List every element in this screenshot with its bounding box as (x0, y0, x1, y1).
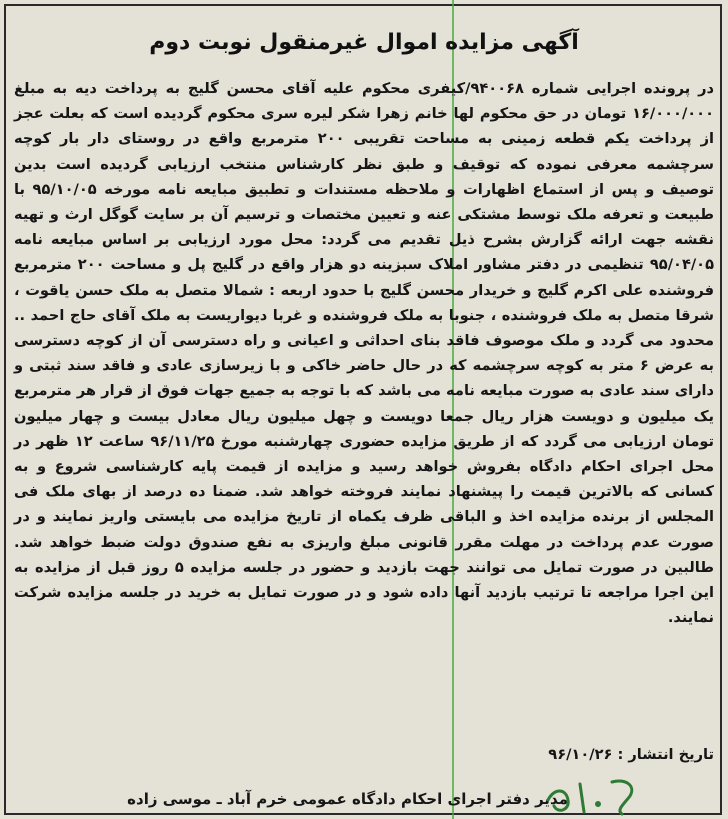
handwritten-mark (540, 770, 650, 818)
notice-body (14, 76, 714, 630)
signature-line: مدیر دفتر اجرای احکام دادگاه عمومی خرم آباد ـ موسی زاده (127, 790, 568, 808)
notice-title: آگهی مزایده اموال غیرمنقول نوبت دوم (149, 30, 579, 55)
publish-date: تاریخ انتشار : ۹۶/۱۰/۲۶ (548, 746, 714, 763)
notice-body-paragraph: در پرونده اجرایی شماره ۹۴۰۰۶۸/کیفری محکوم علیه آقای محسن گلیج به پرداخت دیه به مبلغ ۱۶/۰۰۰/۰۰۰ تومان در حق محکوم لها خانم زهرا شکر لیره سری محکوم گردیده است که بعلت عجز از پرداخت یکم قطعه زمینی به مساحت تقریبی ۲۰۰ مترمربع واقع در روستای دار بار کوچه سرچشمه معرفی نموده که توقیف و طبق نظر کارشناس منتخب ارزیابی گردیده است بدین توصیف و پس از استماع اظهارات و ملاحظه مستندات و تطبیق مبایعه نامه مورخه ۹۵/۱۰/۰۵ با طبیعت و تعرفه ملک توسط مشتکی عنه و تعیین مختصات و ترسیم آن بر سایت گوگل ارث و تهیه نقشه جهت ارائه گزارش بشرح ذیل تقدیم می گردد: محل مورد ارزیابی بر اساس مبایعه نامه ۹۵/۰۴/۰۵ تنظیمی در دفتر مشاور املاک سبزینه دو هزار واقع در گلیج پل و مساحت ۲۰۰ مترمربع فروشنده علی اکرم گلیج و خریدار محسن گلیج با حدود اربعه : شمالا متصل به ملک حسن یاقوت ، شرقا متصل به ملک فروشنده ، جنوبا به ملک فروشنده و غربا دیواریست به ملک آقای حاج احمد .. محدود می گردد و ملک موصوف فاقد بنای احداثی و اعیانی و راه دسترسی آن از کوچه دسترسی به عرض ۶ متر به کوچه سرچشمه که در حال حاضر خاکی و با زیرسازی عادی و فاقد سند ثبتی و دارای سند عادی به صورت مبایعه نامه می باشد که با توجه به جمیع جهات فوق از قرار هر مترمربع یک میلیون و دویست هزار ریال جمعا دویست و چهل میلیون ریال معادل بیست و چهار میلیون تومان ارزیابی می گردد که از طریق مزایده حضوری چهارشنبه مورخ ۹۶/۱۱/۲۵ ساعت ۱۲ ظهر در محل اجرای احکام دادگاه بفروش خواهد رسید و مزایده از قیمت پایه کارشناسی شروع و به کسانی که بالاترین قیمت را پیشنهاد نمایند فروخته خواهد شد. ضمنا ده درصد از بهای ملک فی المجلس از برنده مزایده اخذ و الباقی ظرف یکماه از تاریخ مزایده می بایستی واریز نمایند و در صورت عدم پرداخت در مهلت مقرر قانونی مبلغ واریزی به نفع صندوق دولت ضبط خواهد شد. طالبین در صورت تمایل می توانند جهت بازدید و حضور در جلسه مزایده ۵ روز قبل از مزایده به این اجرا مراجعه تا ترتیب بازدید آنها داده شود و در صورت تمایل به خرید در جلسه مزایده شرکت نمایند. (14, 80, 714, 627)
